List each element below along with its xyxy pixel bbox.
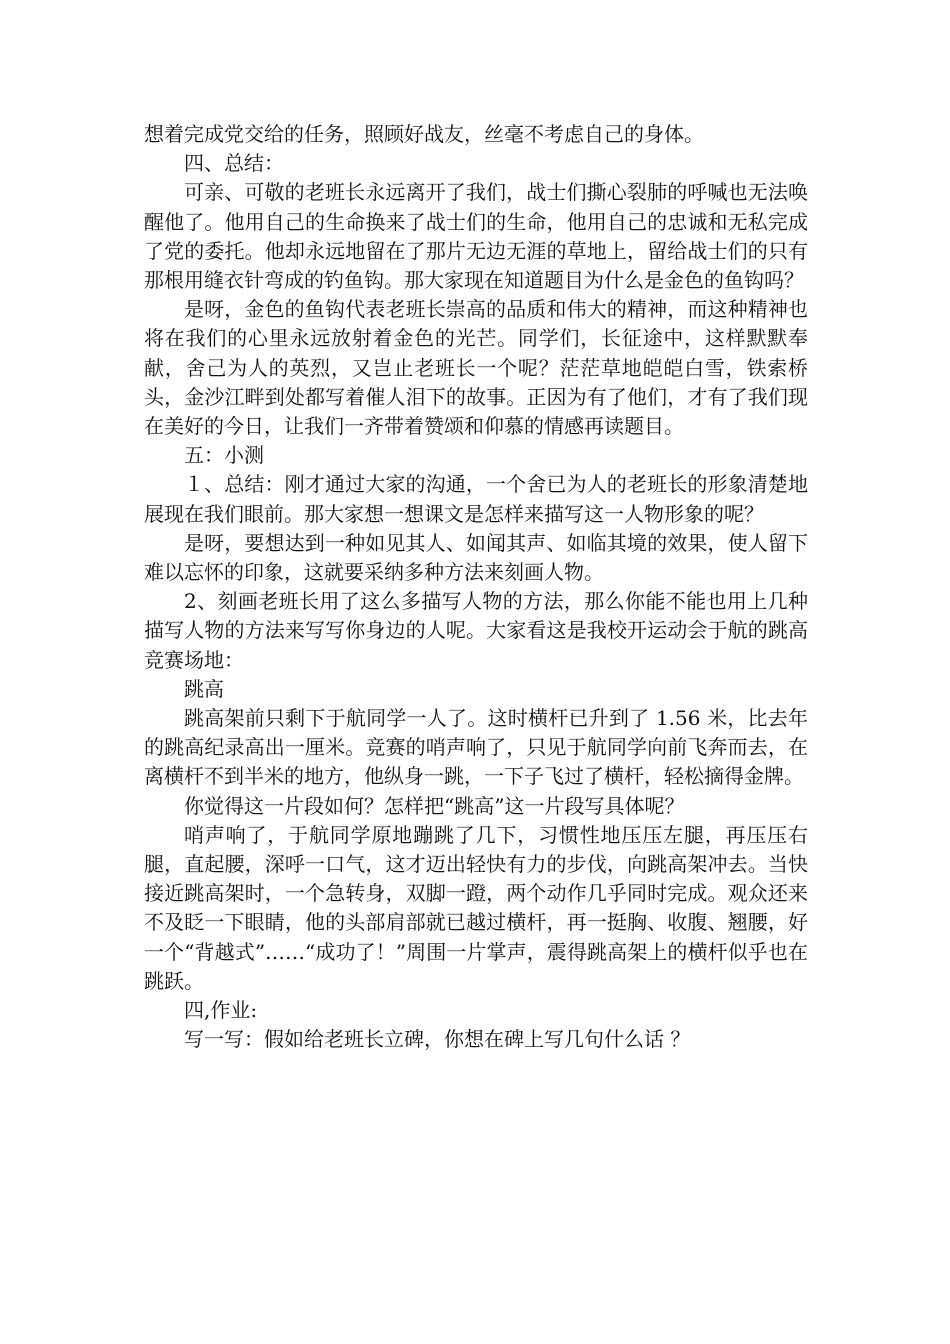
paragraph: 写一写：假如给老班长立碑，你想在碑上写几句什么话 ？ xyxy=(184,1027,691,1052)
paragraph: 哨声响了，于航同学原地蹦跳了几下，习惯性地压压左腿，再压压右腿，直起腰，深呼一口气，这才迈出轻快有力的步伐，向跳高架冲去。当快接近跳高架时，一个急转身，双脚一蹬，两个动作几乎同时完成。观众还来不及眨一下眼睛，他的头部肩部就已越过横杆，再一挺胸、收腹、翘腰，好一个“背越式”……“成功了！”周围一片掌声，震得跳高架上的横杆似乎也在跳跃。 xyxy=(144,822,808,993)
section-heading-summary: 四、总结： xyxy=(184,151,284,176)
paragraph: 2、刻画老班长用了这么多描写人物的方法，那么你能不能也用上几种描写人物的方法来写写你身边的人呢。大家看这是我校开运动会于航的跳高竞赛场地： xyxy=(144,589,808,672)
paragraph: 是呀，要想达到一种如见其人、如闻其声、如临其境的效果，使人留下难以忘怀的印象，这就要采纳多种方法来刻画人物。 xyxy=(144,530,808,585)
section-heading-homework: 四,作业: xyxy=(184,998,258,1023)
paragraph: 是呀，金色的鱼钩代表老班长崇高的品质和伟大的精神，而这种精神也将在我们的心里永远放射着金色的光芒。同学们，长征途中，这样默默奉献，舍己为人的英烈，又岂止老班长一个呢？茫茫草地皑皑白雪，铁索桥头，金沙江畔到处都写着催人泪下的故事。正因为有了他们，才有了我们现在美好的今日，让我们一齐带着赞颂和仰慕的情感再读题目。 xyxy=(144,297,808,439)
document-page xyxy=(144,120,808,1055)
paragraph: １、总结：刚才通过大家的沟通，一个舍已为人的老班长的形象清楚地展现在我们眼前。那大家想一想课文是怎样来描写这一人物形象的呢？ xyxy=(144,472,808,526)
paragraph: 跳高架前只剩下于航同学一人了。这时横杆已升到了 1.56 米，比去年的跳高纪录高出一厘米。竞赛的哨声响了，只见于航同学向前飞奔而去，在离横杆不到半米的地方，他纵身一跳，一下子飞过了横杆，轻松摘得金牌。 xyxy=(144,706,808,789)
sample-title: 跳高 xyxy=(184,676,224,701)
paragraph: 可亲、可敬的老班长永远离开了我们，战士们撕心裂肺的呼喊也无法唤醒他了。他用自己的生命换来了战士们的生命，他用自己的忠诚和无私完成了党的委托。他却永远地留在了那片无边无涯的草地上，留给战士们的只有那根用缝衣针弯成的钓鱼钩。那大家现在知道题目为什么是金色的鱼钩吗？ xyxy=(144,180,808,293)
paragraph: 你觉得这一片段如何？怎样把“跳高”这一片段写具体呢？ xyxy=(184,793,685,818)
paragraph-continuation: 想着完成党交给的任务，照顾好战友，丝毫不考虑自己的身体。 xyxy=(144,122,704,146)
section-heading-quiz: 五：小测 xyxy=(184,443,264,468)
